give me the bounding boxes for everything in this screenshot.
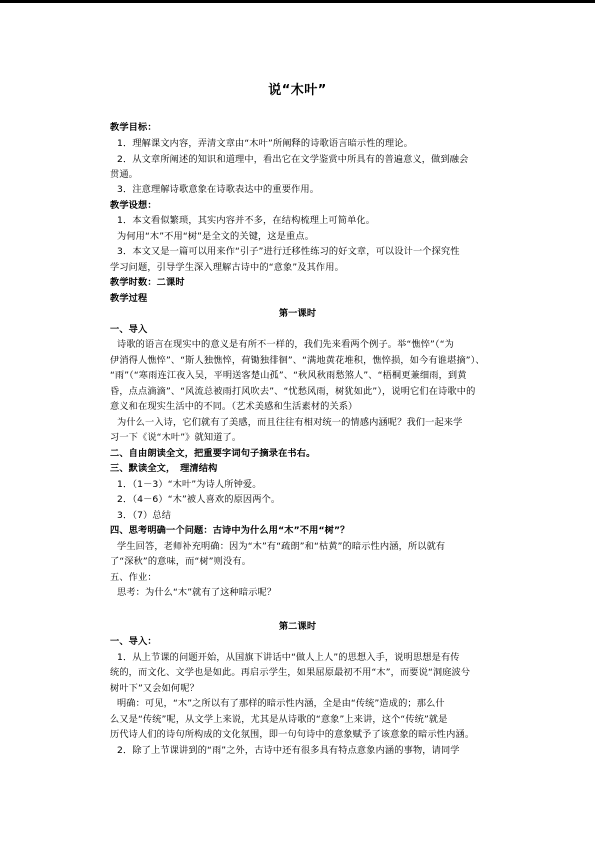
text-line: 1．从上节课的问题开始，从国旗下讲话中“做人上人”的思想入手，说明思想是有传: [117, 652, 460, 663]
text-line: 意义和在现实生活中的不同。（艺术美感和生活素材的关系）: [110, 401, 358, 412]
text-line: 了“深秋”的意味，而“树”则没有。: [110, 556, 252, 567]
section-heading: 教学目标：: [110, 122, 157, 133]
text-line: 统的，而文化、文学也是如此。再启示学生，如果屈原最初不用“木”，而要说“洞庭波兮: [110, 667, 471, 678]
text-line: 为何用“木”不用“树”是全文的关键，这是重点。: [117, 231, 315, 242]
text-line: 昏，点点滴滴”、“风流总被雨打风吹去”、“忧愁风雨，树犹如此”），说明它们在诗歌中的: [110, 386, 476, 397]
section-heading: 四、思考明确一个问题：古诗中为什么用“木”不用“树”？: [110, 525, 350, 536]
text-line: 明确：可见，“木”之所以有了那样的暗示性内涵，全是由“传统”造成的；那么什: [117, 698, 445, 709]
lesson-heading: 第一课时: [278, 308, 317, 319]
text-line: 么又是“传统”呢，从文学上来说，尤其是从诗歌的“意象”上来讲，这个“传统”就是: [110, 714, 448, 725]
text-line: 2．除了上节课讲到的“雨”之外，古诗中还有很多具有特点意象内涵的事物，请同学: [117, 745, 460, 756]
text-line: 3．本文又是一篇可以用来作“引子”进行迁移性练习的好文章，可以设计一个探究性: [117, 246, 460, 257]
text-line: 3．注意理解诗歌意象在诗歌表达中的重要作用。: [117, 184, 320, 195]
text-line: 习一下《说“木叶”》就知道了。: [110, 432, 242, 443]
text-line: 五、作业：: [110, 572, 157, 583]
text-line: “雨”（“寒雨连江夜入吴，平明送客楚山孤”、“秋风秋雨愁煞人”、“梧桐更兼细雨，到黄: [110, 370, 467, 381]
lesson-heading: 第二课时: [278, 621, 317, 632]
text-line: 1．本文看似繁琐，其实内容并不多，在结构梳理上可简单化。: [117, 215, 376, 226]
section-heading: 教学设想：: [110, 200, 157, 211]
text-line: 伊消得人憔悴”、“斯人独憔悴，荷锄独徘徊”、“满地黄花堆积，憔悴损，如今有谁堪摘”）、: [110, 355, 485, 366]
section-heading: 教学过程: [110, 293, 148, 304]
text-line: 1．理解课文内容，弄清文章由“木叶”所阐释的诗歌语言暗示性的理论。: [117, 138, 413, 149]
text-line: 2．从文章所阐述的知识和道理中，看出它在文学鉴赏中所具有的普遍意义，做到融会: [117, 154, 469, 165]
text-line: 为什么一入诗，它们就有了美感，而且往往有相对统一的情感内涵呢？我们一起来学: [117, 417, 463, 428]
section-heading: 教学时数：二课时: [110, 277, 185, 288]
text-line: 1．（1－3）“木叶”为诗人所钟爱。: [117, 479, 262, 490]
document-title: 说“木叶”: [268, 83, 327, 98]
section-heading: 一、导入: [110, 324, 148, 335]
section-heading: 二、自由朗读全文，把重要字词句子摘录在书右。: [110, 448, 316, 459]
text-line: 学习问题，引导学生深入理解古诗中的“意象”及其作用。: [110, 262, 344, 273]
text-line: 贯通。: [110, 169, 139, 180]
text-line: 历代诗人们的诗句所构成的文化氛围，即一句句诗中的意象赋予了该意象的暗示性内涵。: [110, 729, 475, 740]
text-line: 2．（4－6）“木”被人喜欢的原因两个。: [117, 494, 281, 505]
section-heading: 三、默读全文， 理清结构: [110, 463, 218, 474]
text-line: 3．（7）总结: [117, 510, 172, 521]
text-line: 学生回答，老师补充明确：因为“木”有“疏朗”和“枯黄”的暗示性内涵，所以就有: [117, 541, 446, 552]
section-heading: 一、导入：: [110, 636, 157, 647]
text-line: 思考：为什么“木”就有了这种暗示呢？: [117, 587, 277, 598]
text-line: 诗歌的语言在现实中的意义是有所不一样的，我们先来看两个例子。举“憔悴”（“为: [117, 339, 454, 350]
text-line: 树叶下”又会如何呢？: [110, 683, 199, 694]
